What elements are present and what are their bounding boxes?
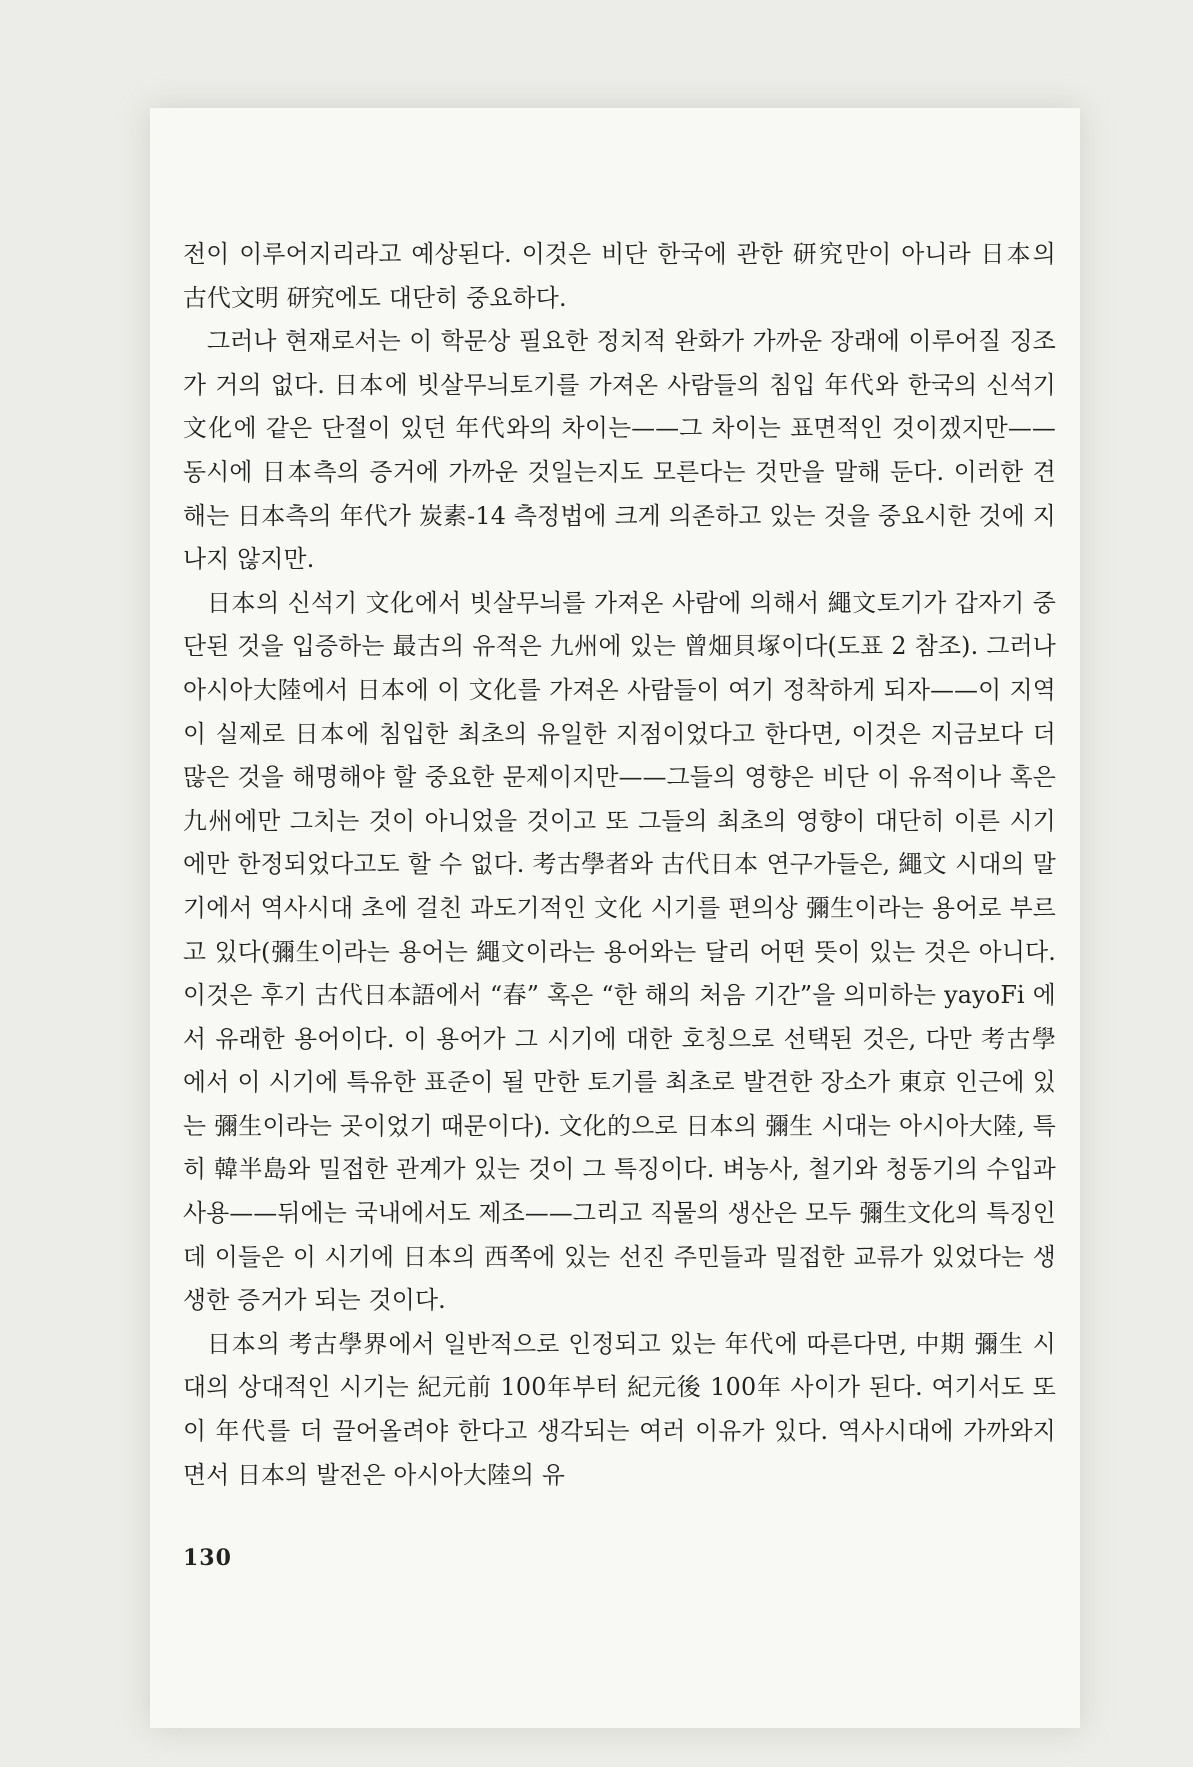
paragraph-3: 日本의 신석기 文化에서 빗살무늬를 가져온 사람에 의해서 繩文토기가 갑자기 중단된 것을 입증하는 最古의 유적은 九州에 있는 曾畑貝塚이다(도표 2 참조). 그러나 아시아大陸에서 日本에 이 文化를 가져온 사람들이 여기 정착하게 되자——이 지역이 실제로 日本에 침입한 최초의 유일한 지점이었다고 한다면, 이것은 지금보다 더 많은 것을 해명해야 할 중요한 문제이지만——그들의 영향은 비단 이 유적이나 혹은 九州에만 그치는 것이 아니었을 것이고 또 그들의 최초의 영향이 대단히 이른 시기에만 한정되었다고도 할 수 없다. 考古學者와 古代日本 연구가들은, 繩文 시대의 말기에서 역사시대 초에 걸친 과도기적인 文化 시기를 편의상 彌生이라는 용어로 부르고 있다(彌生이라는 용어는 繩文이라는 용어와는 달리 어떤 뜻이 있는 것은 아니다. 이것은 후기 古代日本語에서 “春” 혹은 “한 해의 처음 기간”을 의미하는 yayoFi 에서 유래한 용어이다. 이 용어가 그 시기에 대한 호칭으로 선택된 것은, 다만 考古學에서 이 시기에 특유한 표준이 될 만한 토기를 최초로 발견한 장소가 東京 인근에 있는 彌生이라는 곳이었기 때문이다). 文化的으로 日本의 彌生 시대는 아시아大陸, 특히 韓半島와 밀접한 관계가 있는 것이 그 특징이다. 벼농사, 철기와 청동기의 수입과 사용——뒤에는 국내에서도 제조——그리고 직물의 생산은 모두 彌生文化의 특징인데 이들은 이 시기에 日本의 西쪽에 있는 선진 주민들과 밀접한 교류가 있었다는 생생한 증거가 되는 것이다.: [183, 588, 1056, 1315]
paragraph-2: 그러나 현재로서는 이 학문상 필요한 정치적 완화가 가까운 장래에 이루어질 징조가 거의 없다. 日本에 빗살무늬토기를 가져온 사람들의 침입 年代와 한국의 신석기 文化에 같은 단절이 있던 年代와의 차이는——그 차이는 표면적인 것이겠지만——동시에 日本측의 증거에 가까운 것일는지도 모른다는 것만을 말해 둔다. 이러한 견해는 日本측의 年代가 炭素-14 측정법에 크게 의존하고 있는 것을 중요시한 것에 지나지 않지만.: [183, 327, 1056, 574]
paragraph-1: 전이 이루어지리라고 예상된다. 이것은 비단 한국에 관한 研究만이 아니라 日本의 古代文明 研究에도 대단히 중요하다.: [183, 240, 1056, 312]
body-text: [183, 233, 1056, 1497]
paragraph-4: 日本의 考古學界에서 일반적으로 인정되고 있는 年代에 따른다면, 中期 彌生 시대의 상대적인 시기는 紀元前 100年부터 紀元後 100年 사이가 된다. 여기서도 또 이 年代를 더 끌어올려야 한다고 생각되는 여러 이유가 있다. 역사시대에 가까와지면서 日本의 발전은 아시아大陸의 유: [183, 1329, 1056, 1489]
page-number: 130: [183, 1545, 232, 1571]
